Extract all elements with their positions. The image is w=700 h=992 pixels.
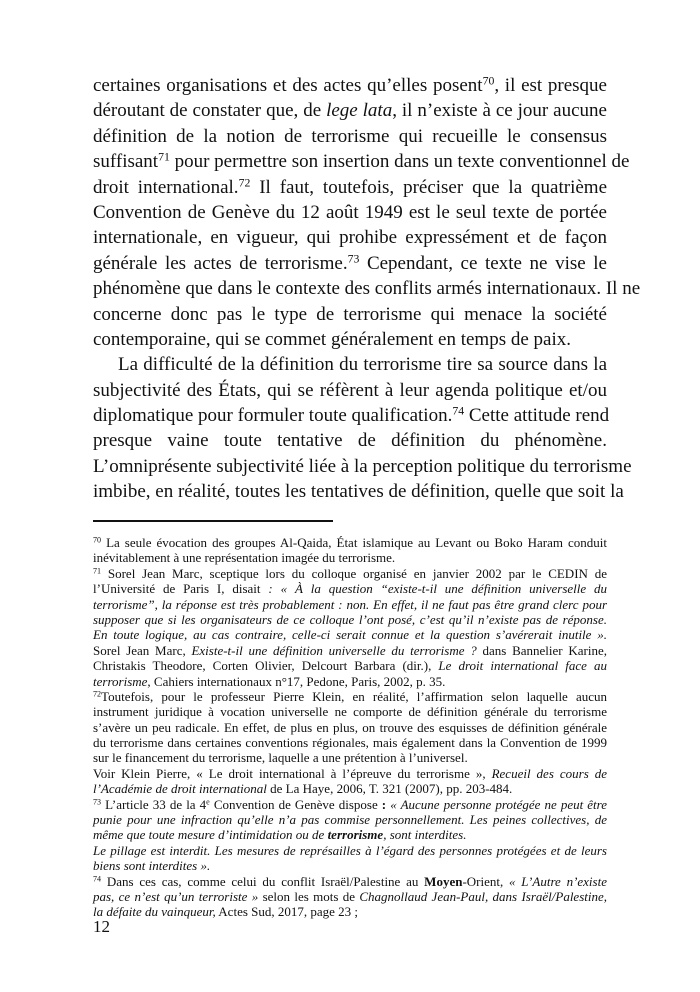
footnote-line <box>93 643 607 658</box>
text-run: générale les actes de terrorisme. <box>93 252 348 274</box>
text-run: , Cahiers internationaux n°17, Pedone, Paris, 2002, p. 35. <box>147 673 446 689</box>
text-run: punie pour une infraction qu’elle n’a pas commise personnellement. Les peines collectives, de <box>93 812 607 828</box>
text-run: Le pillage est interdit. Les mesures de représailles à l’égard des personnes protégées et de leurs <box>93 842 607 858</box>
text-run: « L’Autre n’existe <box>509 873 607 889</box>
text-run: L’article 33 de la 4 <box>101 796 207 812</box>
body-line <box>93 454 632 479</box>
text-run: Actes Sud, 2017, page 23 ; <box>215 904 359 920</box>
text-run: suffisant <box>93 151 159 173</box>
text-run: la défaite du vainqueur, <box>93 904 216 920</box>
body-line <box>93 276 641 301</box>
text-run: même que toute mesure d’intimidation ou de <box>93 827 328 843</box>
text-run: Sorel Jean Marc, sceptique lors du colloque organisé en janvier 2002 par le CEDIN de <box>101 565 607 581</box>
text-run: La seule évocation des groupes Al-Qaida, État islamique au Levant ou Boko Haram conduit <box>101 535 607 550</box>
footnote-line <box>93 843 607 858</box>
body-line <box>93 378 607 403</box>
footnote-reference: 71 <box>158 150 170 164</box>
text-run: En toute logique, au cas contraire, celle-ci serait connue et la question s’avérerait inutile ». <box>93 627 607 643</box>
text-run: -Orient, <box>462 873 510 889</box>
body-line <box>93 428 607 453</box>
text-run: pas, ce n’est qu’un terroriste » <box>93 888 259 904</box>
text-run: terrorisme <box>327 827 384 843</box>
footnote-line <box>93 735 607 750</box>
text-run: supposer que si les organisateurs de ce colloque l’ont posé, c’est qu’il n’existe pas de réponse. <box>93 611 607 627</box>
text-run: terrorisme”, la réponse est très probablement : non. En effet, il ne faut pas être grand clerc pour <box>93 596 607 612</box>
text-run: contemporaine, qui se commet généralement en temps de paix. <box>93 328 571 350</box>
body-line <box>93 124 607 149</box>
text-run: presque vaine toute tentative de définition du phénomène. <box>93 430 607 452</box>
text-run: Christakis Theodore, Corten Olivier, Delcourt Barbara (dir.), <box>93 658 439 674</box>
text-run: Le droit international face au <box>438 658 607 674</box>
footnote-line <box>93 566 607 581</box>
text-run: Moyen <box>424 873 463 889</box>
body-text <box>93 73 641 505</box>
text-run: s’avère un peu radicale. En effet, de plus en plus, on trouve des esquisses de définition générale <box>93 719 607 735</box>
footnote-line <box>93 704 607 719</box>
text-run: Cette attitude rend <box>464 405 610 427</box>
text-run: sur le financement du terrorisme, laquelle a une prétention à l’universel. <box>93 750 468 766</box>
text-run: L’omniprésente subjectivité liée à la perception politique du terrorisme <box>93 455 632 477</box>
footnote-reference: 73 <box>93 797 102 807</box>
footnote-reference: 73 <box>347 252 360 266</box>
footnote-line <box>93 535 607 550</box>
text-run: : <box>381 796 387 812</box>
footnote-line <box>93 597 607 612</box>
footnote-line <box>93 827 607 842</box>
text-run: l’Académie de droit international <box>93 781 267 797</box>
text-run: Cependant, ce texte ne vise le <box>359 252 607 274</box>
text-run: : « À la question “existe-t-il une définition universelle du <box>268 581 608 597</box>
footnote-line <box>93 612 607 627</box>
text-run: pour permettre son insertion dans un texte conventionnel de <box>169 151 630 173</box>
text-run: de La Haye, 2006, T. 321 (2007), pp. 203-484. <box>266 781 513 797</box>
text-run: dans Bannelier Karine, <box>476 642 607 658</box>
text-run: , sont interdites. <box>383 827 467 843</box>
body-line <box>93 98 607 123</box>
footnote-line <box>93 581 607 596</box>
footnote-reference: 71 <box>93 566 102 576</box>
footnotes <box>93 535 607 920</box>
footnote-line <box>93 889 607 904</box>
text-run: , il n’existe à ce jour aucune <box>392 100 607 122</box>
footnote-separator <box>93 520 333 522</box>
text-run: Convention de Genève dispose <box>209 796 382 812</box>
text-run: subjectivité des États, qui se réfèrent à leur agenda politique et/ou <box>93 379 607 401</box>
text-run: concerne donc pas le type de terrorisme qui menace la société <box>93 303 607 325</box>
text-run: Sorel Jean Marc, <box>93 642 192 658</box>
footnote-line <box>93 904 607 919</box>
page-number: 12 <box>93 917 110 936</box>
body-line <box>93 251 607 276</box>
text-run: déroutant de constater que, de <box>93 100 327 122</box>
footnote-reference: 74 <box>93 874 102 884</box>
text-run: biens sont interdites ». <box>93 858 211 874</box>
text-run: lege lata <box>326 100 393 122</box>
body-line <box>93 73 607 98</box>
footnote-line <box>93 627 607 642</box>
text-run: Voir Klein Pierre, « Le droit international à l’épreuve du terrorisme », <box>93 765 492 781</box>
footnote-line <box>93 766 607 781</box>
body-line <box>93 327 607 352</box>
text-run: inévitablement à une représentation imagée du terrorisme. <box>93 550 396 566</box>
text-run: Toutefois, pour le professeur Pierre Klein, en réalité, l’affirmation selon laquelle aucun <box>101 688 607 704</box>
body-line <box>93 352 607 377</box>
text-run: « Aucune personne protégée ne peut être <box>390 796 608 812</box>
text-run: selon les mots de <box>258 888 360 904</box>
text-run: Recueil des cours de <box>491 765 607 781</box>
footnote-line <box>93 812 607 827</box>
text-run: Existe-t-il une définition universelle du terrorisme ? <box>191 642 477 658</box>
footnote-reference: e <box>206 797 210 807</box>
footnote-reference: 72 <box>238 176 251 190</box>
text-run: diplomatique pour formuler toute qualification. <box>93 405 453 427</box>
text-run: internationale, en vigueur, qui prohibe expressément et de façon <box>93 227 607 249</box>
footnote-line <box>93 689 607 704</box>
footnote-reference: 74 <box>452 404 465 418</box>
body-line <box>93 479 624 504</box>
footnote-line <box>93 750 607 765</box>
body-line <box>93 175 607 200</box>
body-line <box>93 200 607 225</box>
text-run: phénomène que dans le contexte des conflits armés internationaux. Il ne <box>93 278 641 300</box>
body-line <box>93 302 607 327</box>
text-run: droit international. <box>93 176 239 198</box>
footnote-reference: 70 <box>93 535 102 545</box>
text-run: terrorisme <box>93 673 148 689</box>
text-run: l’Université de Paris I, disait <box>93 581 269 597</box>
body-line <box>93 403 610 428</box>
footnote-line <box>93 858 607 873</box>
footnote-line <box>93 674 607 689</box>
text-run: Il faut, toutefois, préciser que la quatrième <box>250 176 608 198</box>
text-run: Convention de Genève du 12 août 1949 est le seul texte de portée <box>93 201 607 223</box>
text-run: Dans ces cas, comme celui du conflit Israël/Palestine au <box>101 873 425 889</box>
text-run: du terrorisme dans certaines conventions régionales, mais également dans la Convention de 1999 <box>93 735 607 751</box>
text-run: définition de la notion de terrorisme qui recueille le consensus <box>93 125 607 147</box>
footnote-line <box>93 658 607 673</box>
footnote-reference: 70 <box>482 74 495 88</box>
footnote-line <box>93 781 607 796</box>
footnote-line <box>93 797 607 812</box>
footnote-line <box>93 874 607 889</box>
text-run: instrument juridique à vocation universelle ne comporte de définition générale du terrorisme <box>93 704 607 720</box>
footnote-reference: 72 <box>93 689 102 699</box>
body-line <box>93 225 607 250</box>
footnote-line <box>93 720 607 735</box>
body-line <box>93 149 630 174</box>
text-run: certaines organisations et des actes qu’elles posent <box>93 75 483 96</box>
footnote-line <box>93 550 607 565</box>
text-run: La difficulté de la définition du terrorisme tire sa source dans la <box>118 354 607 376</box>
text-run: Chagnollaud Jean-Paul, dans Israël/Palestine, <box>359 888 608 904</box>
text-run: imbibe, en réalité, toutes les tentatives de définition, quelle que soit la <box>93 481 624 503</box>
text-run: , il est presque <box>494 75 607 96</box>
